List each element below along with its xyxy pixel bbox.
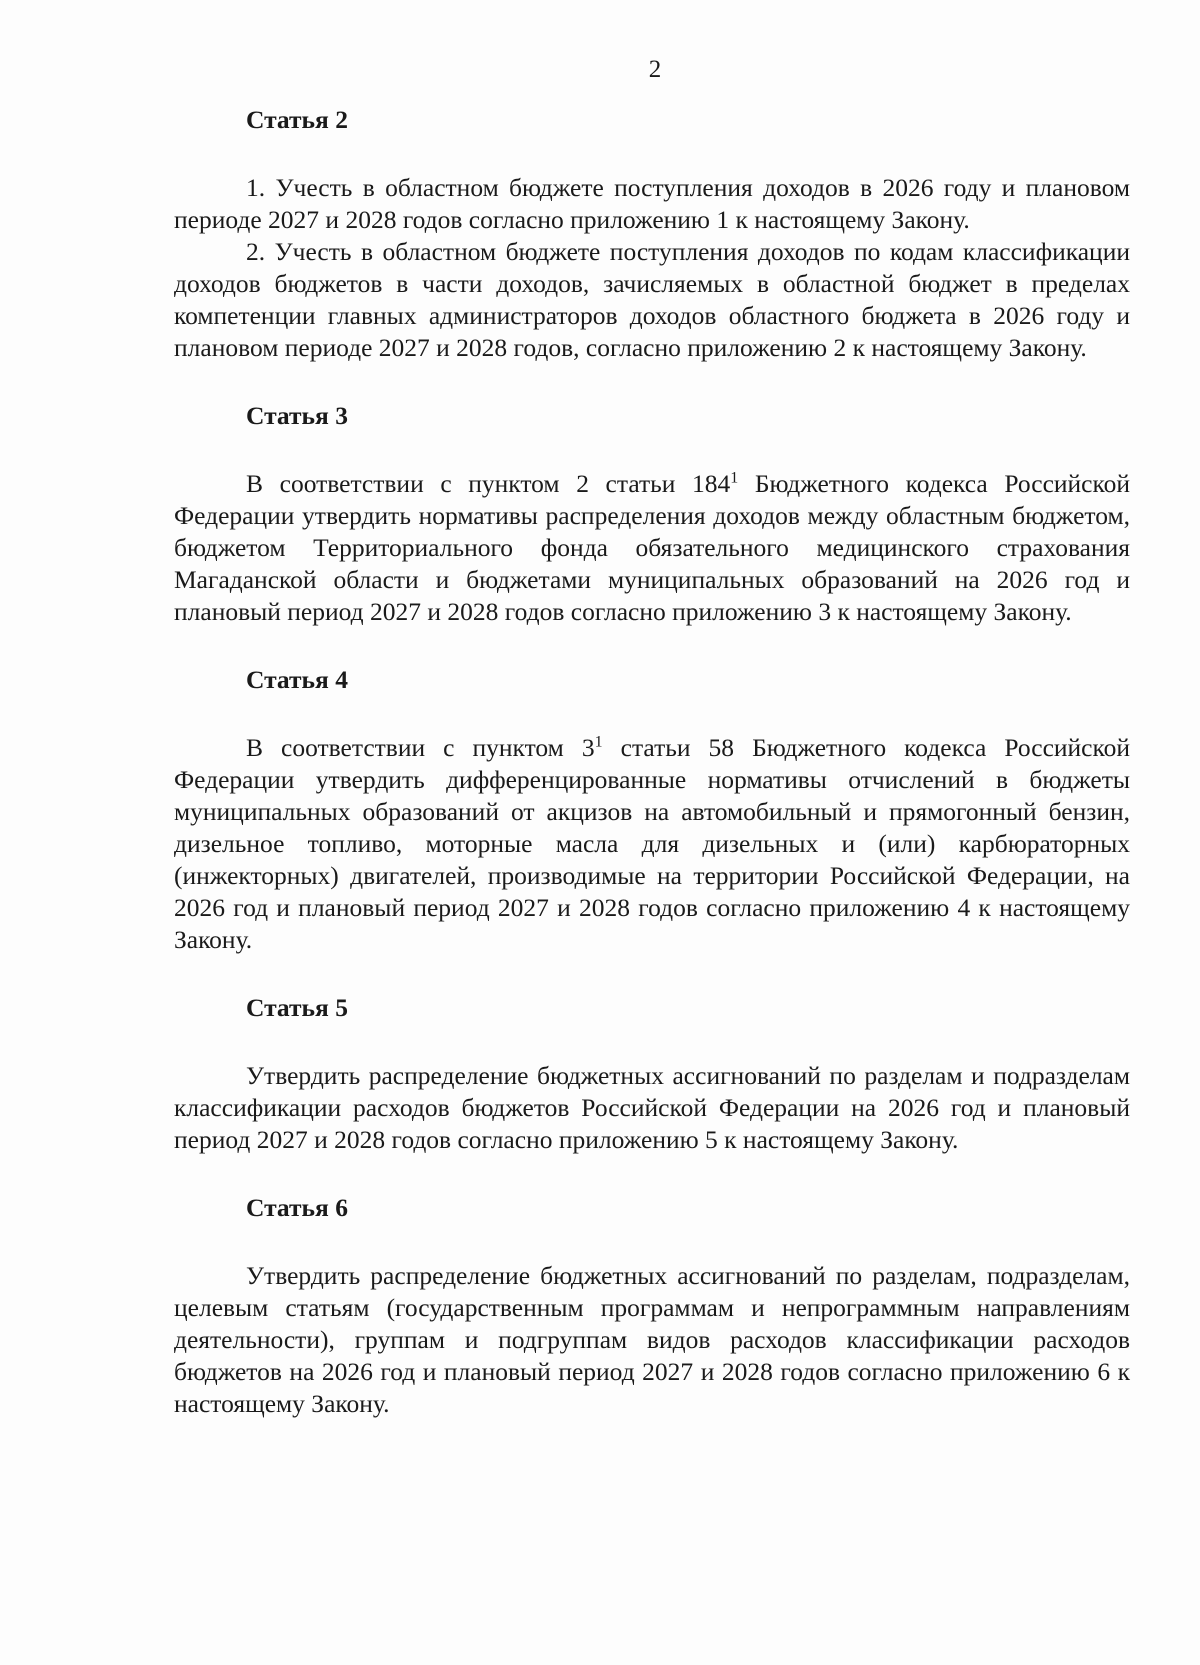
paragraph-text: В соответствии с пунктом 3	[246, 733, 595, 762]
article-2	[174, 104, 1130, 364]
page-number: 2	[648, 56, 662, 83]
article-title: Статья 3	[246, 401, 348, 430]
article-paragraph	[174, 732, 1130, 956]
article-title: Статья 6	[246, 1193, 348, 1222]
article-5	[174, 992, 1130, 1156]
article-6	[174, 1192, 1130, 1420]
article-title: Статья 5	[246, 993, 348, 1022]
document-body	[174, 104, 1130, 1456]
article-paragraph: Утвердить распределение бюджетных ассигнований по разделам и подразделам классификации расходов бюджетов Российской Федерации на 2026 год и плановый период 2027 и 2028 годов согласно приложению 5 к настоящему Закону.	[174, 1061, 1130, 1154]
article-4	[174, 664, 1130, 956]
paragraph-text: Бюджетного кодекса Российской Федерации утвердить нормативы распределения доходов между областным бюджетом, бюджетом Территориального фонда обязательного медицинского страхования Магаданской области и бюджетами муниципальных образований на 2026 год и плановый период 2027 и 2028 годов согласно приложению 3 к настоящему Закону.	[174, 469, 1130, 626]
article-title: Статья 2	[246, 105, 348, 134]
superscript: 1	[730, 469, 739, 487]
article-title: Статья 4	[246, 665, 348, 694]
article-paragraph	[174, 468, 1130, 628]
paragraph-text: статьи 58 Бюджетного кодекса Российской Федерации утвердить дифференцированные нормативы отчислений в бюджеты муниципальных образований от акцизов на автомобильный и прямогонный бензин, дизельное топливо, моторные масла для дизельных и (или) карбюраторных (инжекторных) двигателей, производимые на территории Российской Федерации, на 2026 год и плановый период 2027 и 2028 годов согласно приложению 4 к настоящему Закону.	[174, 733, 1130, 954]
article-paragraph: 2. Учесть в областном бюджете поступления доходов по кодам классификации доходов бюджетов в части доходов, зачисляемых в областной бюджет в пределах компетенции главных администраторов доходов областного бюджета в 2026 году и плановом периоде 2027 и 2028 годов, согласно приложению 2 к настоящему Закону.	[174, 237, 1130, 362]
paragraph-text: В соответствии с пунктом 2 статьи 184	[246, 469, 731, 498]
article-3	[174, 400, 1130, 628]
article-paragraph: 1. Учесть в областном бюджете поступления доходов в 2026 году и плановом периоде 2027 и 2028 годов согласно приложению 1 к настоящему Закону.	[174, 173, 1130, 234]
superscript: 1	[594, 733, 603, 751]
article-paragraph: Утвердить распределение бюджетных ассигнований по разделам, подразделам, целевым статьям (государственным программам и непрограммным направлениям деятельности), группам и подгруппам видов расходов классификации расходов бюджетов на 2026 год и плановый период 2027 и 2028 годов согласно приложению 6 к настоящему Закону.	[174, 1261, 1130, 1418]
